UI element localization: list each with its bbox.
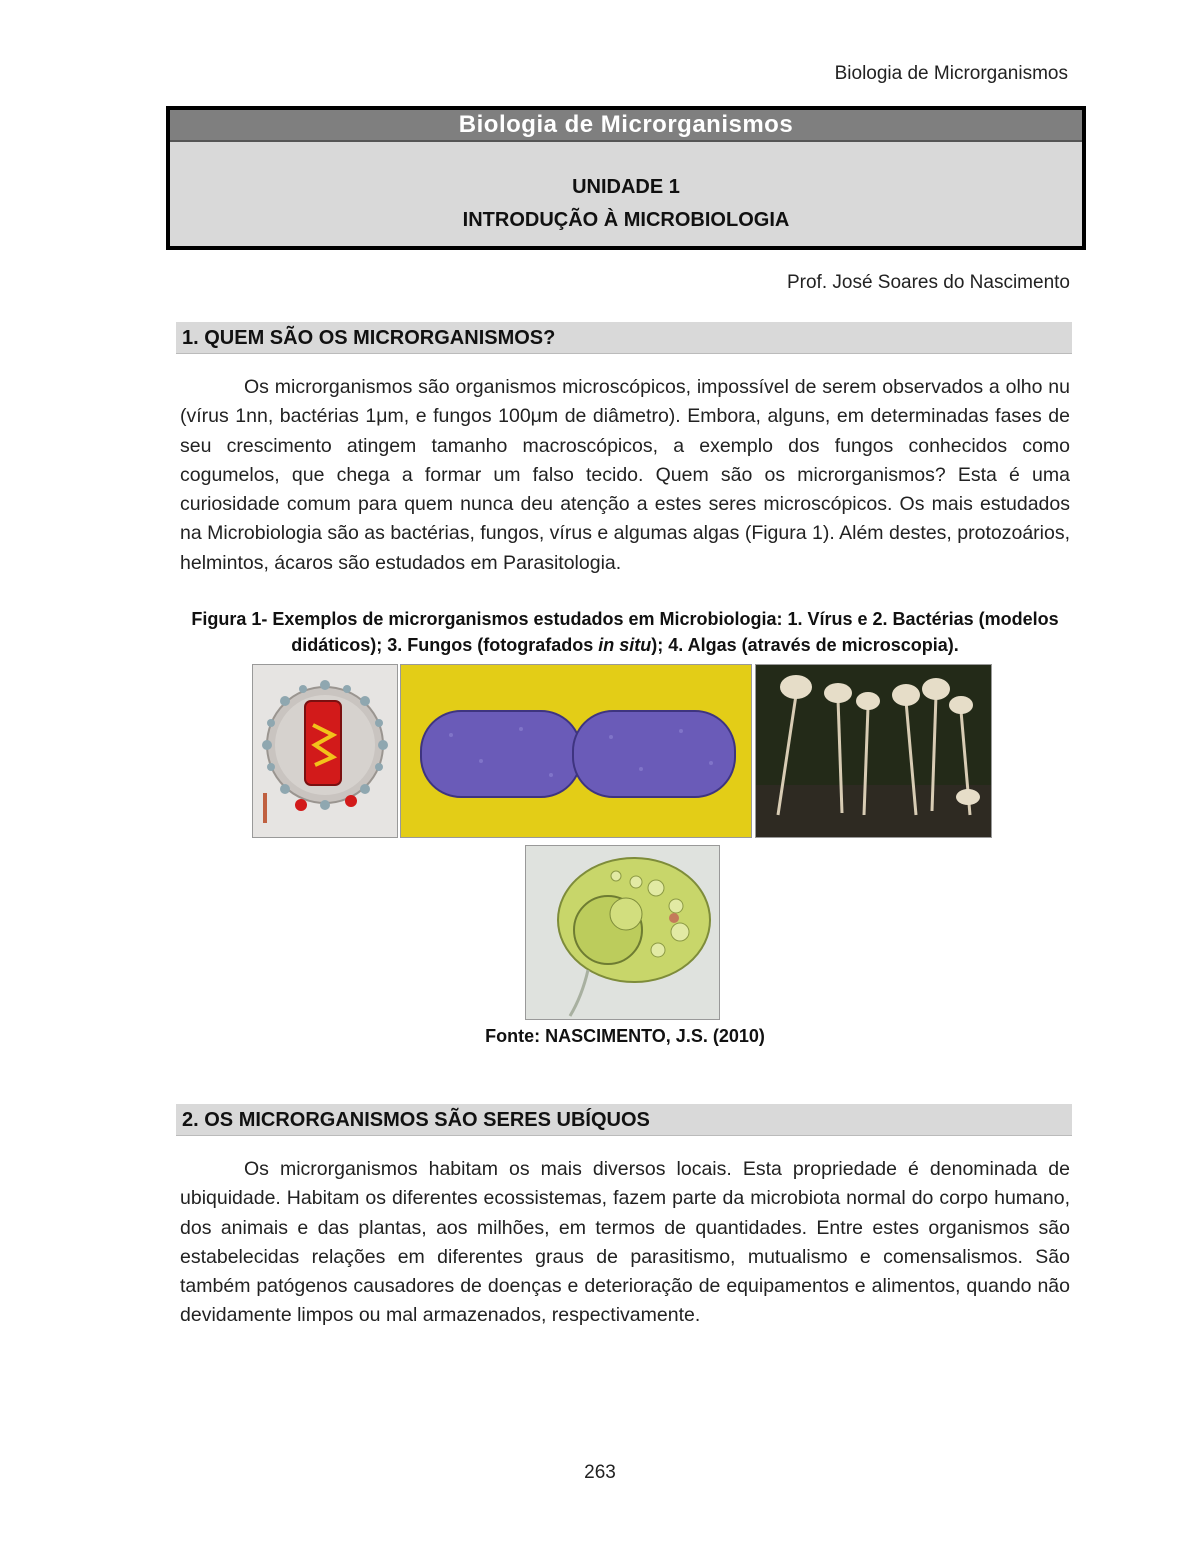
- running-header: Biologia de Microrganismos: [834, 63, 1068, 84]
- unit-subtitle: INTRODUÇÃO À MICROBIOLOGIA: [462, 209, 790, 231]
- section-1-paragraph: Os microrganismos são organismos microscópicos, impossível de serem observados a olho nu (vírus 1nn, bactérias 1μm, e fungos 100μm de diâmetro). Embora, alguns, em determinadas fases de seu crescimento atingem tamanho macroscópicos, a exemplo dos fungos conhecidos como cogumelos, que chega a formar um falso tecido. Quem são os microrganismos? Esta é uma curiosidade comum para quem nunca deu atenção a estes seres microscópicos. Os mais estudados na Microbiologia são as bactérias, fungos, vírus e algumas algas (Figura 1). Além destes, protozoários, helmintos, ácaros são estudados em Parasitologia.: [180, 376, 1070, 574]
- figure-caption: [180, 606, 1070, 658]
- fungi-photo-image: [755, 664, 992, 838]
- bacteria-model-image: [400, 664, 752, 838]
- alga-microscopy-image: [525, 845, 720, 1020]
- section-heading-2: 2. OS MICRORGANISMOS SÃO SERES UBÍQUOS: [176, 1104, 1072, 1136]
- author-name: Prof. José Soares do Nascimento: [786, 272, 1070, 293]
- unit-label: UNIDADE 1: [572, 176, 680, 198]
- figure-caption-text-end: ); 4. Algas (através de microscopia).: [651, 635, 959, 655]
- figure-caption-text: Figura 1- Exemplos de microrganismos estudados em Microbiologia: 1. Vírus e 2. Bactérias (modelos didáticos); 3. Fungos (fotografados: [191, 609, 1059, 655]
- virus-model-image: [252, 664, 398, 838]
- page-number: 263: [584, 1462, 616, 1483]
- section-heading-1: 1. QUEM SÃO OS MICRORGANISMOS?: [176, 322, 1072, 354]
- figure-source: Fonte: NASCIMENTO, J.S. (2010): [485, 1026, 765, 1046]
- document-title: Biologia de Microrganismos: [170, 110, 1082, 142]
- figure-caption-italic: in situ: [598, 635, 652, 655]
- section-2-paragraph: Os microrganismos habitam os mais diversos locais. Esta propriedade é denominada de ubiquidade. Habitam os diferentes ecossistemas, fazem parte da microbiota normal do corpo humano, dos animais e das plantas, aos milhões, em termos de quantidades. Entre estes organismos são estabelecidas relações em diferentes graus de parasitismo, mutualismo e comensalismos. São também patógenos causadores de doenças e deterioração de equipamentos e alimentos, quando não devidamente limpos ou mal armazenados, respectivamente.: [180, 1158, 1070, 1327]
- title-box: [166, 106, 1086, 250]
